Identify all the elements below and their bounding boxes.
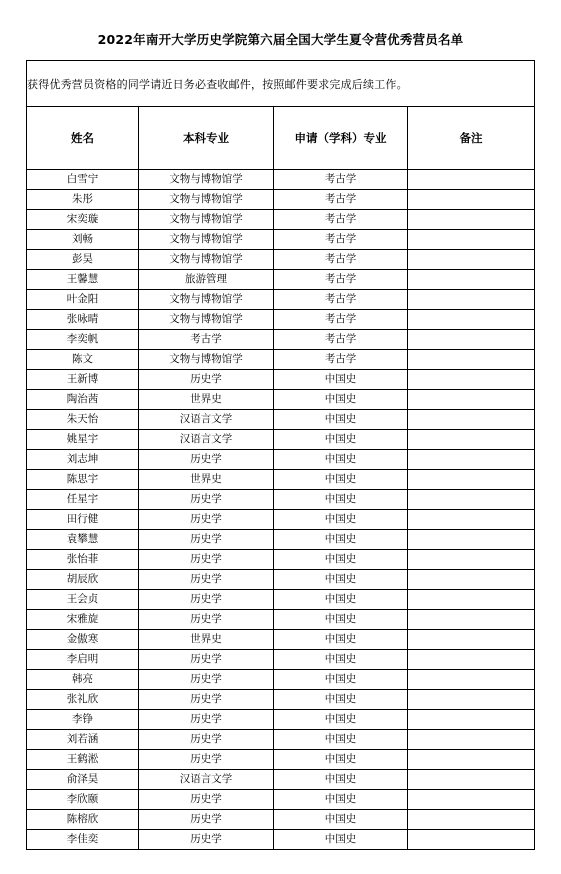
document-title: 2022年南开大学历史学院第六届全国大学生夏令营优秀营员名单	[97, 32, 464, 47]
cell-name: 刘若涵	[27, 730, 139, 750]
cell-remarks	[408, 210, 535, 230]
table-row	[27, 390, 535, 410]
cell-undergrad-major: 旅游管理	[139, 270, 274, 290]
cell-name: 姚星宇	[27, 430, 139, 450]
table-row	[27, 530, 535, 550]
cell-remarks	[408, 290, 535, 310]
table-row	[27, 290, 535, 310]
cell-remarks	[408, 350, 535, 370]
cell-applied-major: 考古学	[274, 250, 408, 270]
cell-name: 陈文	[27, 350, 139, 370]
cell-applied-major: 考古学	[274, 290, 408, 310]
cell-applied-major: 中国史	[274, 710, 408, 730]
cell-remarks	[408, 190, 535, 210]
notice-row	[27, 61, 535, 107]
cell-undergrad-major: 历史学	[139, 670, 274, 690]
cell-remarks	[408, 270, 535, 290]
cell-applied-major: 考古学	[274, 170, 408, 190]
cell-name: 陈榕欣	[27, 810, 139, 830]
table-row	[27, 430, 535, 450]
cell-name: 俞泽昊	[27, 770, 139, 790]
header-name: 姓名	[27, 107, 139, 170]
cell-applied-major: 中国史	[274, 510, 408, 530]
cell-undergrad-major: 文物与博物馆学	[139, 210, 274, 230]
table-row	[27, 450, 535, 470]
cell-applied-major: 中国史	[274, 490, 408, 510]
table-row	[27, 210, 535, 230]
cell-name: 张礼欣	[27, 690, 139, 710]
cell-remarks	[408, 670, 535, 690]
cell-applied-major: 中国史	[274, 570, 408, 590]
table-row	[27, 830, 535, 850]
cell-undergrad-major: 文物与博物馆学	[139, 310, 274, 330]
cell-undergrad-major: 汉语言文学	[139, 770, 274, 790]
cell-remarks	[408, 550, 535, 570]
cell-name: 张怡菲	[27, 550, 139, 570]
cell-applied-major: 中国史	[274, 370, 408, 390]
cell-applied-major: 中国史	[274, 410, 408, 430]
cell-undergrad-major: 文物与博物馆学	[139, 290, 274, 310]
cell-name: 王鹤淞	[27, 750, 139, 770]
cell-remarks	[408, 410, 535, 430]
cell-remarks	[408, 710, 535, 730]
table-row	[27, 310, 535, 330]
cell-remarks	[408, 790, 535, 810]
cell-undergrad-major: 世界史	[139, 390, 274, 410]
cell-name: 金傲寒	[27, 630, 139, 650]
cell-remarks	[408, 510, 535, 530]
cell-applied-major: 考古学	[274, 350, 408, 370]
cell-undergrad-major: 历史学	[139, 690, 274, 710]
cell-name: 陈思宇	[27, 470, 139, 490]
cell-name: 叶金阳	[27, 290, 139, 310]
table-row	[27, 750, 535, 770]
cell-remarks	[408, 530, 535, 550]
cell-undergrad-major: 历史学	[139, 830, 274, 850]
cell-applied-major: 中国史	[274, 590, 408, 610]
cell-applied-major: 中国史	[274, 790, 408, 810]
cell-undergrad-major: 汉语言文学	[139, 410, 274, 430]
cell-applied-major: 中国史	[274, 690, 408, 710]
cell-name: 李奕帆	[27, 330, 139, 350]
cell-remarks	[408, 690, 535, 710]
cell-name: 王新博	[27, 370, 139, 390]
cell-name: 宋奕璇	[27, 210, 139, 230]
cell-applied-major: 考古学	[274, 270, 408, 290]
cell-remarks	[408, 650, 535, 670]
cell-applied-major: 中国史	[274, 430, 408, 450]
cell-name: 袁攀慧	[27, 530, 139, 550]
table-row	[27, 230, 535, 250]
cell-name: 任星宇	[27, 490, 139, 510]
cell-remarks	[408, 230, 535, 250]
table-row	[27, 170, 535, 190]
cell-applied-major: 中国史	[274, 550, 408, 570]
table-row	[27, 650, 535, 670]
table-row	[27, 470, 535, 490]
cell-undergrad-major: 历史学	[139, 490, 274, 510]
table-row	[27, 550, 535, 570]
table-row	[27, 370, 535, 390]
cell-undergrad-major: 历史学	[139, 370, 274, 390]
cell-applied-major: 中国史	[274, 390, 408, 410]
cell-undergrad-major: 文物与博物馆学	[139, 190, 274, 210]
cell-undergrad-major: 历史学	[139, 810, 274, 830]
cell-undergrad-major: 文物与博物馆学	[139, 170, 274, 190]
cell-undergrad-major: 历史学	[139, 610, 274, 630]
cell-undergrad-major: 历史学	[139, 710, 274, 730]
cell-undergrad-major: 历史学	[139, 590, 274, 610]
header-undergrad-major: 本科专业	[139, 107, 274, 170]
table-row	[27, 630, 535, 650]
cell-applied-major: 中国史	[274, 750, 408, 770]
cell-undergrad-major: 历史学	[139, 730, 274, 750]
cell-name: 韩亮	[27, 670, 139, 690]
cell-remarks	[408, 390, 535, 410]
header-applied-major: 申请（学科）专业	[274, 107, 408, 170]
honor-list-table	[26, 60, 535, 850]
cell-applied-major: 中国史	[274, 530, 408, 550]
table-row	[27, 710, 535, 730]
cell-name: 彭昊	[27, 250, 139, 270]
cell-undergrad-major: 文物与博物馆学	[139, 250, 274, 270]
header-row	[27, 107, 535, 170]
table-row	[27, 350, 535, 370]
cell-applied-major: 中国史	[274, 830, 408, 850]
cell-remarks	[408, 250, 535, 270]
table-row	[27, 270, 535, 290]
cell-applied-major: 中国史	[274, 670, 408, 690]
cell-remarks	[408, 490, 535, 510]
cell-undergrad-major: 历史学	[139, 650, 274, 670]
cell-remarks	[408, 430, 535, 450]
cell-undergrad-major: 历史学	[139, 570, 274, 590]
table-row	[27, 790, 535, 810]
cell-applied-major: 考古学	[274, 230, 408, 250]
cell-undergrad-major: 世界史	[139, 630, 274, 650]
cell-name: 王馨慧	[27, 270, 139, 290]
cell-remarks	[408, 450, 535, 470]
table-row	[27, 190, 535, 210]
cell-name: 陶治茜	[27, 390, 139, 410]
cell-remarks	[408, 750, 535, 770]
cell-name: 刘畅	[27, 230, 139, 250]
cell-name: 朱天怡	[27, 410, 139, 430]
cell-remarks	[408, 570, 535, 590]
cell-remarks	[408, 810, 535, 830]
table-row	[27, 490, 535, 510]
cell-applied-major: 考古学	[274, 210, 408, 230]
cell-remarks	[408, 470, 535, 490]
notice-text: 获得优秀营员资格的同学请近日务必查收邮件，按照邮件要求完成后续工作。	[27, 61, 535, 107]
table-row	[27, 770, 535, 790]
table-row	[27, 810, 535, 830]
cell-undergrad-major: 文物与博物馆学	[139, 230, 274, 250]
cell-applied-major: 中国史	[274, 770, 408, 790]
table-row	[27, 590, 535, 610]
cell-remarks	[408, 170, 535, 190]
cell-applied-major: 中国史	[274, 630, 408, 650]
cell-name: 田行健	[27, 510, 139, 530]
cell-applied-major: 考古学	[274, 190, 408, 210]
cell-applied-major: 考古学	[274, 310, 408, 330]
cell-remarks	[408, 370, 535, 390]
cell-undergrad-major: 汉语言文学	[139, 430, 274, 450]
cell-remarks	[408, 330, 535, 350]
cell-name: 张咏晴	[27, 310, 139, 330]
cell-undergrad-major: 考古学	[139, 330, 274, 350]
cell-undergrad-major: 世界史	[139, 470, 274, 490]
cell-remarks	[408, 770, 535, 790]
table-row	[27, 610, 535, 630]
cell-applied-major: 考古学	[274, 330, 408, 350]
cell-name: 白雪宁	[27, 170, 139, 190]
cell-undergrad-major: 文物与博物馆学	[139, 350, 274, 370]
header-remarks: 备注	[408, 107, 535, 170]
cell-remarks	[408, 590, 535, 610]
table-row	[27, 570, 535, 590]
table-row	[27, 410, 535, 430]
cell-applied-major: 中国史	[274, 610, 408, 630]
cell-applied-major: 中国史	[274, 730, 408, 750]
table-row	[27, 730, 535, 750]
cell-undergrad-major: 历史学	[139, 450, 274, 470]
cell-name: 李铮	[27, 710, 139, 730]
cell-name: 胡辰欣	[27, 570, 139, 590]
cell-undergrad-major: 历史学	[139, 530, 274, 550]
table-row	[27, 670, 535, 690]
cell-undergrad-major: 历史学	[139, 750, 274, 770]
table-row	[27, 250, 535, 270]
table-row	[27, 330, 535, 350]
cell-remarks	[408, 730, 535, 750]
cell-name: 李欣颐	[27, 790, 139, 810]
cell-remarks	[408, 610, 535, 630]
cell-name: 李启明	[27, 650, 139, 670]
cell-applied-major: 中国史	[274, 650, 408, 670]
cell-applied-major: 中国史	[274, 470, 408, 490]
table-row	[27, 510, 535, 530]
cell-name: 王会贞	[27, 590, 139, 610]
cell-remarks	[408, 310, 535, 330]
cell-undergrad-major: 历史学	[139, 550, 274, 570]
cell-undergrad-major: 历史学	[139, 510, 274, 530]
cell-name: 李佳奕	[27, 830, 139, 850]
cell-name: 宋雅旋	[27, 610, 139, 630]
cell-applied-major: 中国史	[274, 450, 408, 470]
cell-remarks	[408, 830, 535, 850]
cell-name: 朱彤	[27, 190, 139, 210]
cell-undergrad-major: 历史学	[139, 790, 274, 810]
cell-remarks	[408, 630, 535, 650]
table-row	[27, 690, 535, 710]
cell-name: 刘志坤	[27, 450, 139, 470]
cell-applied-major: 中国史	[274, 810, 408, 830]
